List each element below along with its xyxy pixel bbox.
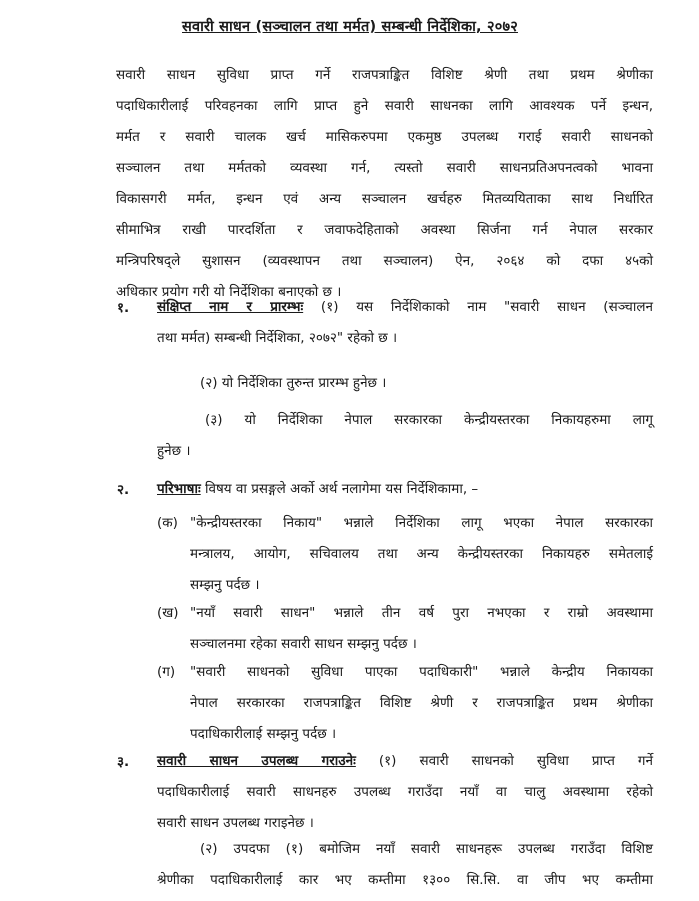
definition-label: (ग) — [157, 664, 176, 680]
document-title: सवारी साधन (सञ्चालन तथा मर्मत) सम्बन्धी निर्देशिका, २०७२ — [182, 19, 518, 35]
preamble-line: मन्त्रिपरिषद्ले सुशासन (व्यवस्थापन तथा सञ्चालन) ऐन, २०६४ को दफा ४५को — [116, 253, 653, 269]
section-3-line: सवारी साधन उपलब्ध गराउनेः (१) सवारी साधनको सुविधा प्राप्त गर्ने — [157, 753, 653, 769]
definition-line: नेपाल सरकारका राजपत्राङ्कित विशिष्ट श्रेणी र राजपत्राङ्कित प्रथम श्रेणीका — [190, 695, 653, 711]
section-1 — [157, 292, 653, 354]
preamble-line: अधिकार प्रयोग गरी यो निर्देशिका बनाएको छ । — [116, 284, 342, 300]
section-heading: संक्षिप्त नाम र प्रारम्भः — [157, 299, 304, 315]
section-1-line: संक्षिप्त नाम र प्रारम्भः (१) यस निर्देशिकाको नाम "सवारी साधन (सञ्चालन — [157, 299, 653, 315]
subclause-line: (२) यो निर्देशिका तुरुन्त प्रारम्भ हुनेछ । — [200, 375, 387, 391]
section-3-line: पदाधिकारीलाई सवारी साधनहरु उपलब्ध गराउँदा नयाँ वा चालु अवस्थामा रहेको — [157, 784, 653, 800]
definition-line: सञ्चालनमा रहेका सवारी साधन सम्झनु पर्दछ । — [190, 636, 417, 652]
preamble-line: सञ्चालन तथा मर्मतको व्यवस्था गर्न, त्यस्तो सवारी साधनप्रतिअपनत्वको भावना — [116, 160, 653, 176]
preamble-line: पदाधिकारीलाई परिवहनका लागि प्राप्त हुने सवारी साधनका लागि आवश्यक पर्ने इन्धन, — [116, 98, 653, 114]
definition — [190, 598, 653, 660]
section-3-line: सवारी साधन उपलब्ध गराइनेछ । — [157, 815, 314, 831]
subclause-line: श्रेणीका पदाधिकारीलाई कार भए कम्तीमा १३०० सि.सि. वा जीप भए कम्तीमा — [157, 872, 653, 888]
definition-line: मन्त्रालय, आयोग, सचिवालय तथा अन्य केन्द्रीयस्तरका निकायहरु समेतलाई — [190, 546, 653, 562]
section-number: २. — [117, 482, 130, 498]
definition-line: पदाधिकारीलाई सम्झनु पर्दछ । — [190, 726, 337, 742]
definition-line: "सवारी साधनको सुविधा पाएका पदाधिकारी" भन्नाले केन्द्रीय निकायका — [190, 664, 653, 680]
section-2 — [157, 474, 478, 505]
section-2-line: विषय वा प्रसङ्गले अर्को अर्थ नलागेमा यस निर्देशिकामा, – — [205, 481, 479, 497]
subclause — [157, 405, 653, 467]
section-heading: परिभाषाः — [157, 481, 201, 497]
definition-line: "केन्द्रीयस्तरका निकाय" भन्नाले निर्देशिका लागू भएका नेपाल सरकारका — [190, 515, 653, 531]
subclause-line: (२) उपदफा (१) बमोजिम नयाँ सवारी साधनहरू उपलब्ध गराउँदा विशिष्ट — [200, 841, 653, 857]
section-1-line: तथा मर्मत) सम्बन्धी निर्देशिका, २०७२" रहेको छ । — [157, 330, 398, 346]
section-number: १. — [117, 300, 130, 316]
definition — [190, 657, 653, 750]
subclause — [157, 834, 653, 896]
subclause-line: हुनेछ । — [157, 443, 191, 459]
definition-line: सम्झनु पर्दछ । — [190, 577, 260, 593]
subclause-line: (३) यो निर्देशिका नेपाल सरकारका केन्द्रीयस्तरका निकायहरुमा लागू — [205, 412, 653, 428]
preamble-line: मर्मत र सवारी चालक खर्च मासिकरुपमा एकमुष्ठ उपलब्ध गराई सवारी साधनको — [116, 129, 653, 145]
preamble-line: सवारी साधन सुविधा प्राप्त गर्ने राजपत्राङ्कित विशिष्ट श्रेणी तथा प्रथम श्रेणीका — [116, 67, 653, 83]
preamble — [116, 60, 653, 308]
section-heading: सवारी साधन उपलब्ध गराउनेः — [157, 753, 356, 769]
subclause — [200, 368, 386, 399]
section-3 — [157, 746, 653, 839]
definition-label: (ख) — [157, 605, 179, 621]
preamble-line: सीमाभित्र राखी पारदर्शिता र जवाफदेहिताको अवस्था सिर्जना गर्न नेपाल सरकार — [116, 222, 653, 238]
definition-label: (क) — [157, 515, 178, 531]
section-number: ३. — [117, 754, 130, 770]
definition — [190, 508, 653, 601]
definition-line: "नयाँ सवारी साधन" भन्नाले तीन वर्ष पुरा नभएका र राम्रो अवस्थामा — [190, 605, 653, 621]
preamble-line: विकासगरी मर्मत, इन्धन एवं अन्य सञ्चालन खर्चहरु मितव्ययिताका साथ निर्धारित — [116, 191, 653, 207]
